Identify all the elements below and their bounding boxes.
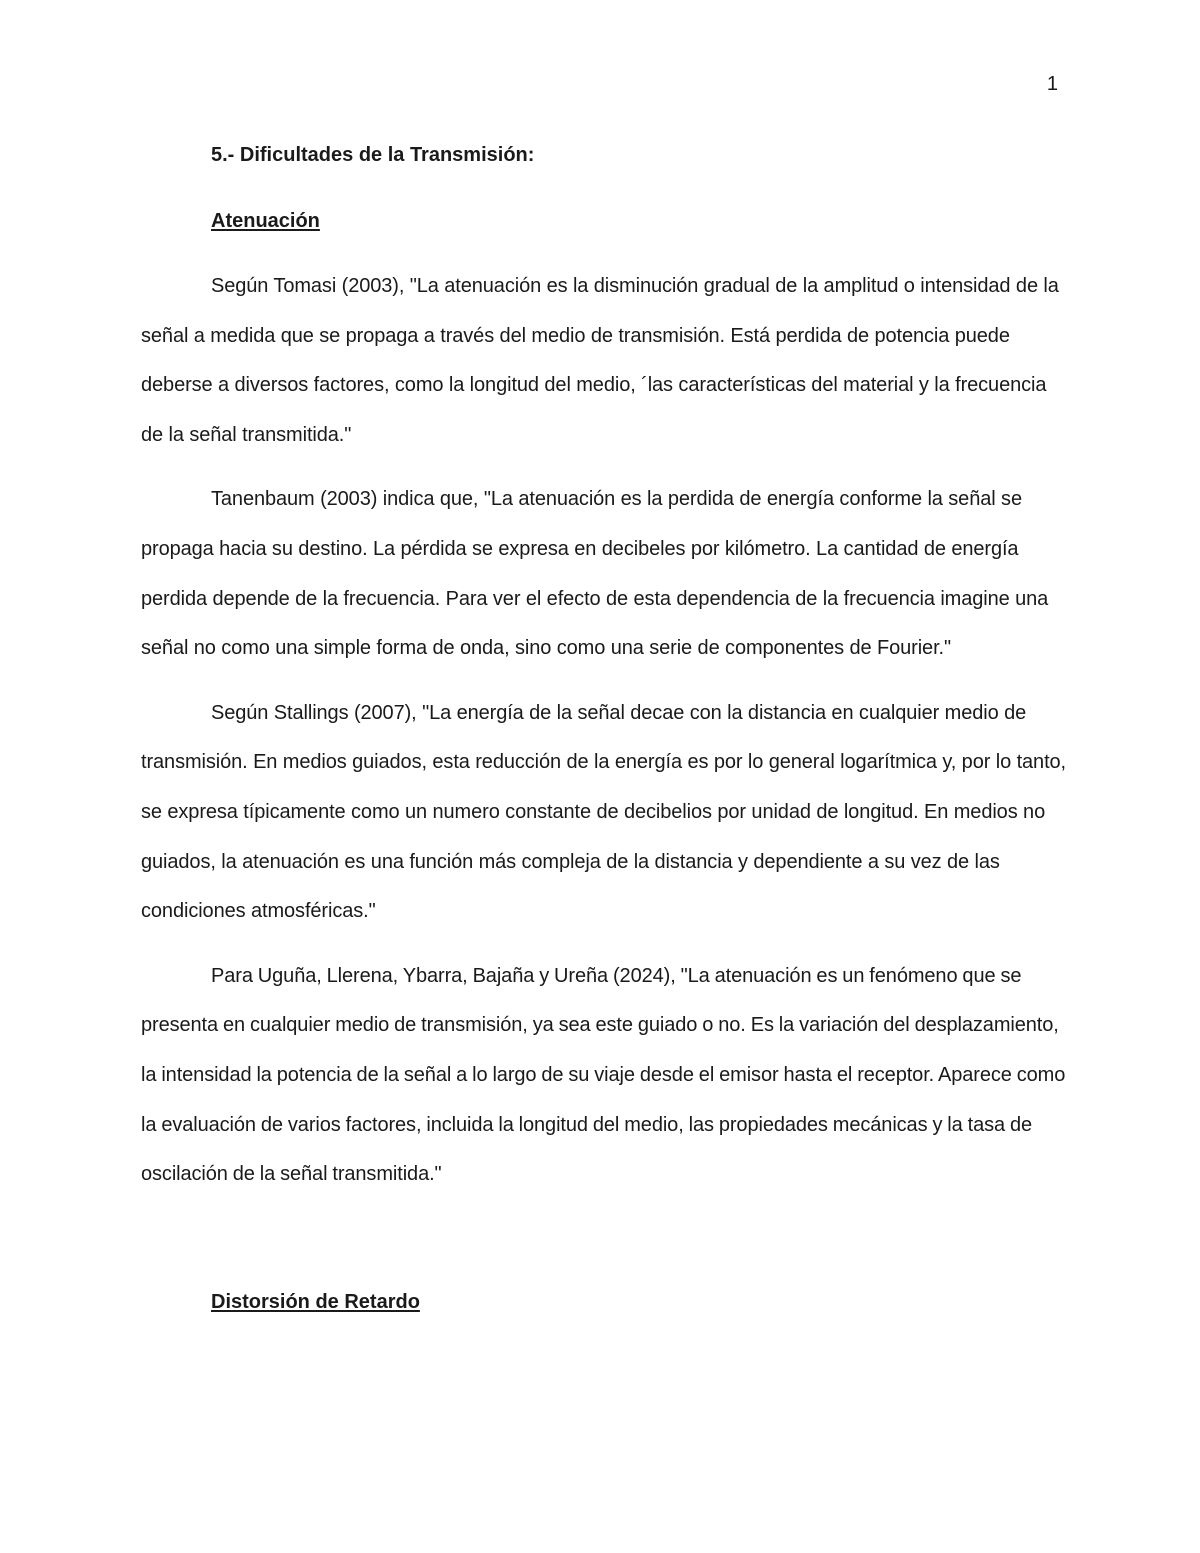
subsection-heading-atenuacion [141, 208, 1066, 234]
paragraph-tomasi: Según Tomasi (2003), "La atenuación es la disminución gradual de la amplitud o intensidad de la señal a medida que se propaga a través del medio de transmisión. Está perdida de potencia puede deberse a diversos factores, como la longitud del medio, ´las características del material y la frecuencia de la señal transmitida." [141, 275, 1059, 446]
page-number: 1 [1046, 73, 1058, 95]
document-body [141, 142, 1066, 1315]
paragraph-stallings: Según Stallings (2007), "La energía de la señal decae con la distancia en cualquier medio de transmisión. En medios guiados, esta reducción de la energía es por lo general logarítmica y, por lo tanto, se expresa típicamente como un numero constante de decibelios por unidad de longitud. En medios no guiados, la atenuación es una función más compleja de la distancia y dependiente a su vez de las condiciones atmosféricas." [141, 701, 1067, 923]
paragraph-uguna: Para Uguña, Llerena, Ybarra, Bajaña y Ureña (2024), "La atenuación es un fenómeno que se presenta en cualquier medio de transmisión, ya sea este guiado o no. Es la variación del desplazamiento, la intensidad la potencia de la señal a lo largo de su viaje desde el emisor hasta el receptor. Aparece como la evaluación de varios factores, incluida la longitud del medio, las propiedades mecánicas y la tasa de oscilación de la señal transmitida." [141, 964, 1066, 1186]
section-title: 5.- Dificultades de la Transmisión: [211, 144, 535, 166]
subsection-heading-text: Distorsión de Retardo [211, 1290, 420, 1313]
subsection-heading-distorsion [141, 1289, 1066, 1315]
subsection-heading-text: Atenuación [211, 210, 320, 232]
paragraph-tanenbaum: Tanenbaum (2003) indica que, "La atenuación es la perdida de energía conforme la señal se propaga hacia su destino. La pérdida se expresa en decibeles por kilómetro. La cantidad de energía perdida depende de la frecuencia. Para ver el efecto de esta dependencia de la frecuencia imagine una señal no como una simple forma de onda, sino como una serie de componentes de Fourier." [141, 488, 1049, 660]
